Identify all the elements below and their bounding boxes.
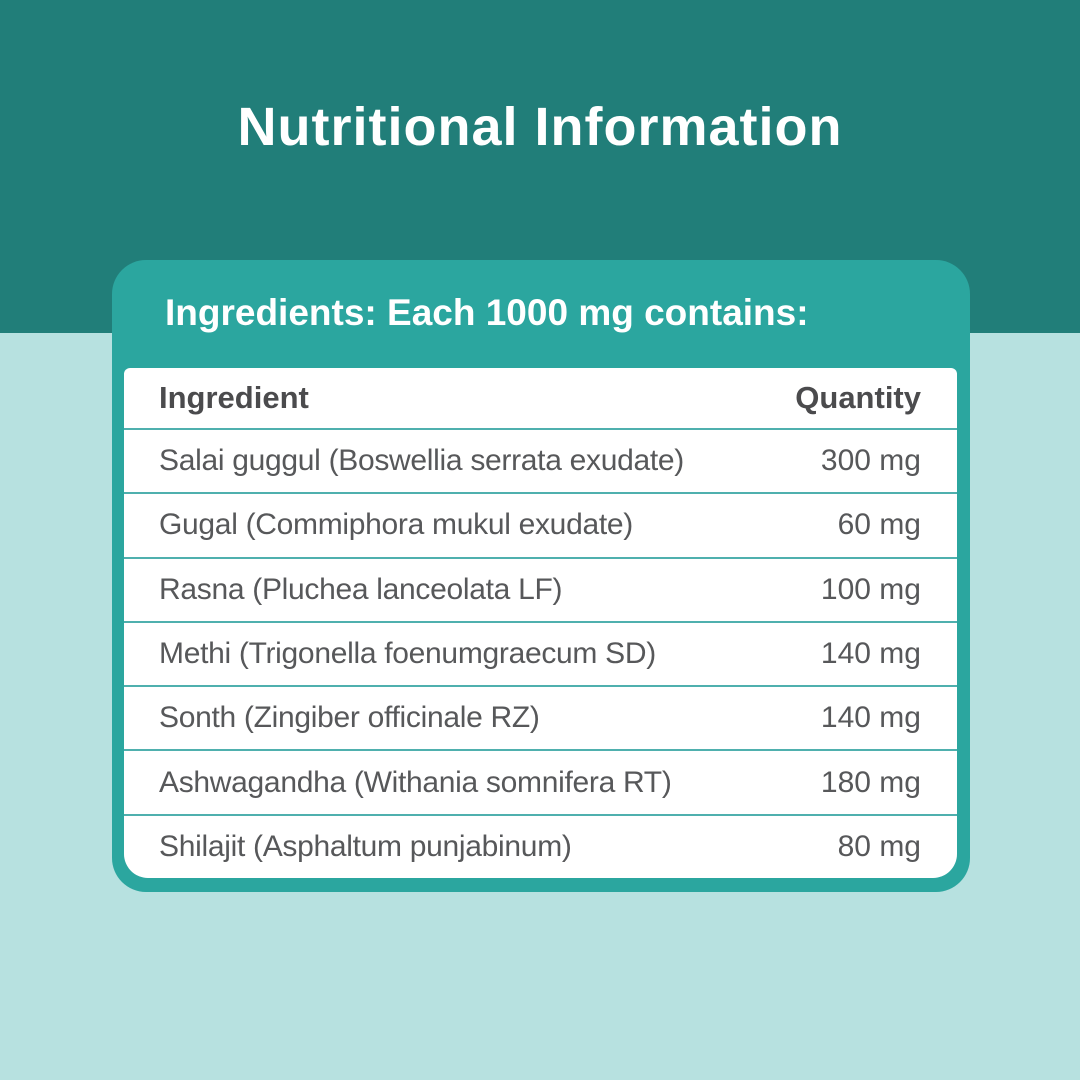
- table-header-row: [124, 368, 957, 428]
- ingredient-name: Shilajit (Asphaltum punjabinum): [159, 829, 572, 863]
- ingredient-quantity: 300 mg: [820, 444, 921, 478]
- column-header-quantity: Quantity: [795, 380, 921, 415]
- page-title: Nutritional Information: [237, 97, 843, 157]
- table-row: [124, 621, 957, 685]
- table-row: [124, 685, 957, 749]
- ingredient-quantity: 60 mg: [837, 508, 921, 542]
- ingredient-name: Ashwagandha (Withania somnifera RT): [159, 765, 672, 799]
- table-row: [124, 492, 957, 556]
- ingredient-quantity: 80 mg: [837, 829, 921, 863]
- ingredients-table: [124, 368, 957, 878]
- ingredient-name: Salai guggul (Boswellia serrata exudate): [159, 444, 684, 478]
- table-row: [124, 557, 957, 621]
- ingredient-quantity: 140 mg: [820, 636, 921, 670]
- ingredient-quantity: 100 mg: [820, 572, 921, 606]
- nutrition-card: [112, 260, 970, 892]
- table-row: [124, 428, 957, 492]
- column-header-ingredient: Ingredient: [159, 380, 309, 415]
- ingredient-name: Sonth (Zingiber officinale RZ): [159, 701, 540, 735]
- ingredient-name: Methi (Trigonella foenumgraecum SD): [159, 636, 656, 670]
- card-header: Ingredients: Each 1000 mg contains:: [165, 292, 809, 333]
- table-row: [124, 749, 957, 813]
- table-row: [124, 814, 957, 878]
- ingredient-quantity: 180 mg: [820, 765, 921, 799]
- ingredient-name: Gugal (Commiphora mukul exudate): [159, 508, 633, 542]
- ingredient-quantity: 140 mg: [820, 701, 921, 735]
- ingredient-name: Rasna (Pluchea lanceolata LF): [159, 572, 563, 606]
